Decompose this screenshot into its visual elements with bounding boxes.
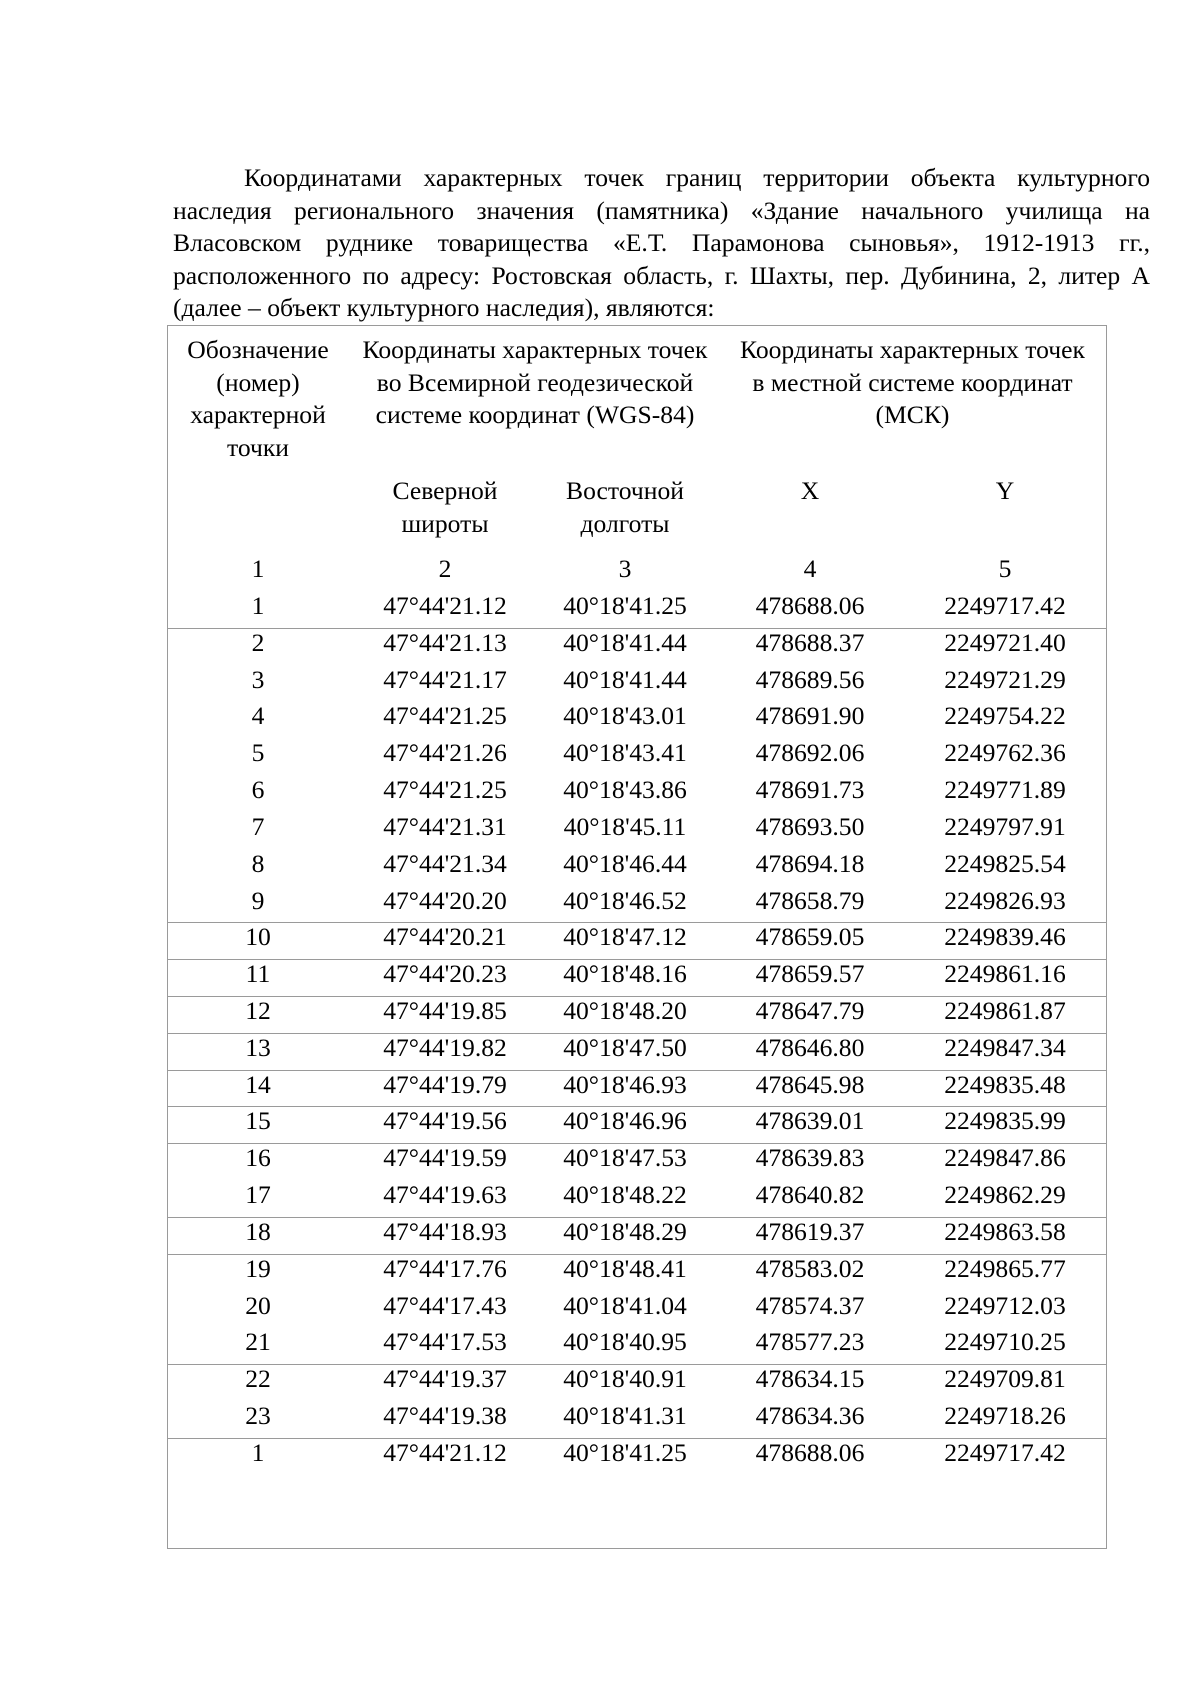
latitude-cell: 47°44'19.56: [383, 1106, 507, 1136]
longitude-cell: 40°18'48.29: [563, 1216, 687, 1246]
y-cell: 2249861.16: [944, 959, 1066, 989]
longitude-cell: 40°18'47.50: [563, 1032, 687, 1062]
y-cell: 2249862.29: [944, 1180, 1066, 1210]
y-cell: 2249709.81: [944, 1364, 1066, 1394]
column-number: 5: [998, 554, 1012, 583]
point-number-cell: 20: [245, 1290, 271, 1320]
header-wgs84: Координаты характерных точек во Всемирной геодезической системе координат (WGS-84): [362, 335, 708, 429]
y-cell: 2249754.22: [944, 701, 1066, 731]
latitude-cell: 47°44'19.82: [383, 1032, 507, 1062]
point-number-cell: 8: [251, 848, 265, 878]
point-number-cell: 5: [251, 738, 265, 768]
subheader-y: Y: [995, 476, 1015, 505]
point-number-cell: 4: [251, 701, 265, 731]
point-number-cell: 17: [245, 1180, 271, 1210]
latitude-cell: 47°44'21.26: [383, 738, 507, 768]
table-rule: [167, 628, 1107, 629]
column-number: 3: [618, 554, 632, 583]
longitude-cell: 40°18'41.44: [563, 664, 687, 694]
longitude-cell: 40°18'48.20: [563, 996, 687, 1026]
latitude-cell: 47°44'21.25: [383, 775, 507, 805]
table-rule: [167, 996, 1107, 997]
x-cell: 478659.57: [755, 959, 865, 989]
longitude-cell: 40°18'40.91: [563, 1364, 687, 1394]
point-number-cell: 18: [245, 1216, 271, 1246]
x-cell: 478646.80: [755, 1032, 865, 1062]
point-number-cell: 19: [245, 1253, 271, 1283]
y-cell: 2249797.91: [944, 811, 1066, 841]
y-cell: 2249865.77: [944, 1253, 1066, 1283]
latitude-cell: 47°44'19.85: [383, 996, 507, 1026]
point-number-cell: 13: [245, 1032, 271, 1062]
latitude-cell: 47°44'19.38: [383, 1401, 507, 1431]
latitude-cell: 47°44'20.21: [383, 922, 507, 952]
y-cell: 2249825.54: [944, 848, 1066, 878]
x-cell: 478619.37: [755, 1216, 865, 1246]
y-cell: 2249847.34: [944, 1032, 1066, 1062]
x-cell: 478691.73: [755, 775, 865, 805]
header-point-number: Обозначение (номер) характерной точки: [187, 335, 329, 462]
x-cell: 478645.98: [755, 1069, 865, 1099]
table-rule: [167, 1143, 1107, 1144]
table-rule: [167, 1106, 1107, 1107]
header-msk: Координаты характерных точек в местной системе координат (МСК): [740, 335, 1085, 429]
longitude-cell: 40°18'41.25: [563, 591, 687, 620]
latitude-cell: 47°44'19.59: [383, 1143, 507, 1173]
point-number-cell: 22: [245, 1364, 271, 1394]
latitude-cell: 47°44'21.17: [383, 664, 507, 694]
longitude-cell: 40°18'41.04: [563, 1290, 687, 1320]
longitude-cell: 40°18'46.96: [563, 1106, 687, 1136]
x-cell: 478692.06: [755, 738, 865, 768]
longitude-cell: 40°18'46.93: [563, 1069, 687, 1099]
column-number: 2: [438, 554, 452, 583]
x-cell: 478640.82: [755, 1180, 865, 1210]
longitude-cell: 40°18'41.31: [563, 1401, 687, 1431]
subheader-x: X: [800, 476, 820, 505]
point-number-cell: 21: [245, 1327, 271, 1357]
y-cell: 2249717.42: [944, 1437, 1066, 1467]
x-cell: 478647.79: [755, 996, 865, 1026]
point-number-cell: 14: [245, 1069, 271, 1099]
y-cell: 2249717.42: [944, 591, 1066, 620]
latitude-cell: 47°44'21.12: [383, 1437, 507, 1467]
latitude-cell: 47°44'21.13: [383, 627, 507, 657]
x-cell: 478634.36: [755, 1401, 865, 1431]
point-number-cell: 1: [251, 591, 265, 620]
latitude-cell: 47°44'19.63: [383, 1180, 507, 1210]
longitude-cell: 40°18'47.12: [563, 922, 687, 952]
y-cell: 2249826.93: [944, 885, 1066, 915]
y-cell: 2249847.86: [944, 1143, 1066, 1173]
latitude-cell: 47°44'17.76: [383, 1253, 507, 1283]
y-cell: 2249839.46: [944, 922, 1066, 952]
x-cell: 478688.06: [755, 1437, 865, 1467]
column-number: 1: [251, 554, 265, 583]
longitude-cell: 40°18'48.41: [563, 1253, 687, 1283]
point-number-cell: 15: [245, 1106, 271, 1136]
point-number-cell: 23: [245, 1401, 271, 1431]
longitude-cell: 40°18'43.01: [563, 701, 687, 731]
longitude-cell: 40°18'43.41: [563, 738, 687, 768]
point-number-cell: 10: [245, 922, 271, 952]
x-cell: 478694.18: [755, 848, 865, 878]
longitude-cell: 40°18'43.86: [563, 775, 687, 805]
y-cell: 2249771.89: [944, 775, 1066, 805]
y-cell: 2249835.99: [944, 1106, 1066, 1136]
point-number-cell: 3: [251, 664, 265, 694]
y-cell: 2249861.87: [944, 996, 1066, 1026]
longitude-cell: 40°18'48.22: [563, 1180, 687, 1210]
point-number-cell: 11: [245, 959, 271, 989]
y-cell: 2249712.03: [944, 1290, 1066, 1320]
table-rule: [167, 1217, 1107, 1218]
table-rule: [167, 1364, 1107, 1365]
table-rule: [167, 1254, 1107, 1255]
point-number-cell: 6: [251, 775, 265, 805]
point-number-cell: 2: [251, 627, 265, 657]
x-cell: 478688.06: [755, 591, 865, 620]
latitude-cell: 47°44'18.93: [383, 1216, 507, 1246]
x-cell: 478689.56: [755, 664, 865, 694]
subheader-latitude: Северной широты: [392, 476, 498, 538]
latitude-cell: 47°44'20.23: [383, 959, 507, 989]
x-cell: 478691.90: [755, 701, 865, 731]
y-cell: 2249718.26: [944, 1401, 1066, 1431]
x-cell: 478639.01: [755, 1106, 865, 1136]
table-rule: [167, 922, 1107, 923]
point-number-cell: 16: [245, 1143, 271, 1173]
x-cell: 478639.83: [755, 1143, 865, 1173]
column-number: 4: [803, 554, 817, 583]
x-cell: 478574.37: [755, 1290, 865, 1320]
longitude-cell: 40°18'48.16: [563, 959, 687, 989]
latitude-cell: 47°44'21.12: [383, 591, 507, 620]
longitude-cell: 40°18'45.11: [563, 811, 687, 841]
longitude-cell: 40°18'47.53: [563, 1143, 687, 1173]
x-cell: 478634.15: [755, 1364, 865, 1394]
x-cell: 478693.50: [755, 811, 865, 841]
table-rule: [167, 1070, 1107, 1071]
y-cell: 2249762.36: [944, 738, 1066, 768]
point-number-cell: 7: [251, 811, 265, 841]
longitude-cell: 40°18'41.25: [563, 1437, 687, 1467]
x-cell: 478688.37: [755, 627, 865, 657]
table-rule: [167, 1438, 1107, 1439]
y-cell: 2249835.48: [944, 1069, 1066, 1099]
y-cell: 2249721.40: [944, 627, 1066, 657]
x-cell: 478583.02: [755, 1253, 865, 1283]
latitude-cell: 47°44'19.37: [383, 1364, 507, 1394]
x-cell: 478658.79: [755, 885, 865, 915]
latitude-cell: 47°44'20.20: [383, 885, 507, 915]
longitude-cell: 40°18'46.44: [563, 848, 687, 878]
latitude-cell: 47°44'21.25: [383, 701, 507, 731]
latitude-cell: 47°44'17.43: [383, 1290, 507, 1320]
subheader-longitude: Восточной долготы: [566, 476, 684, 538]
table-rule: [167, 959, 1107, 960]
y-cell: 2249721.29: [944, 664, 1066, 694]
point-number-cell: 12: [245, 996, 271, 1026]
x-cell: 478659.05: [755, 922, 865, 952]
latitude-cell: 47°44'21.31: [383, 811, 507, 841]
point-number-cell: 9: [251, 885, 265, 915]
table-rule: [167, 1033, 1107, 1034]
intro-paragraph: Координатами характерных точек границ территории объекта культурного наследия регионального значения (памятника) «Здание начального училища на Власовском руднике товарищества «Е.Т. Парамонова сыновья», 1912-1913 гг., расположенного по адресу: Ростовская область, г. Шахты, пер. Дубинина, 2, литер А (далее – объект культурного наследия), являются:: [173, 163, 1150, 323]
longitude-cell: 40°18'40.95: [563, 1327, 687, 1357]
x-cell: 478577.23: [755, 1327, 865, 1357]
y-cell: 2249710.25: [944, 1327, 1066, 1357]
latitude-cell: 47°44'21.34: [383, 848, 507, 878]
y-cell: 2249863.58: [944, 1216, 1066, 1246]
longitude-cell: 40°18'46.52: [563, 885, 687, 915]
latitude-cell: 47°44'17.53: [383, 1327, 507, 1357]
latitude-cell: 47°44'19.79: [383, 1069, 507, 1099]
longitude-cell: 40°18'41.44: [563, 627, 687, 657]
point-number-cell: 1: [251, 1437, 265, 1467]
